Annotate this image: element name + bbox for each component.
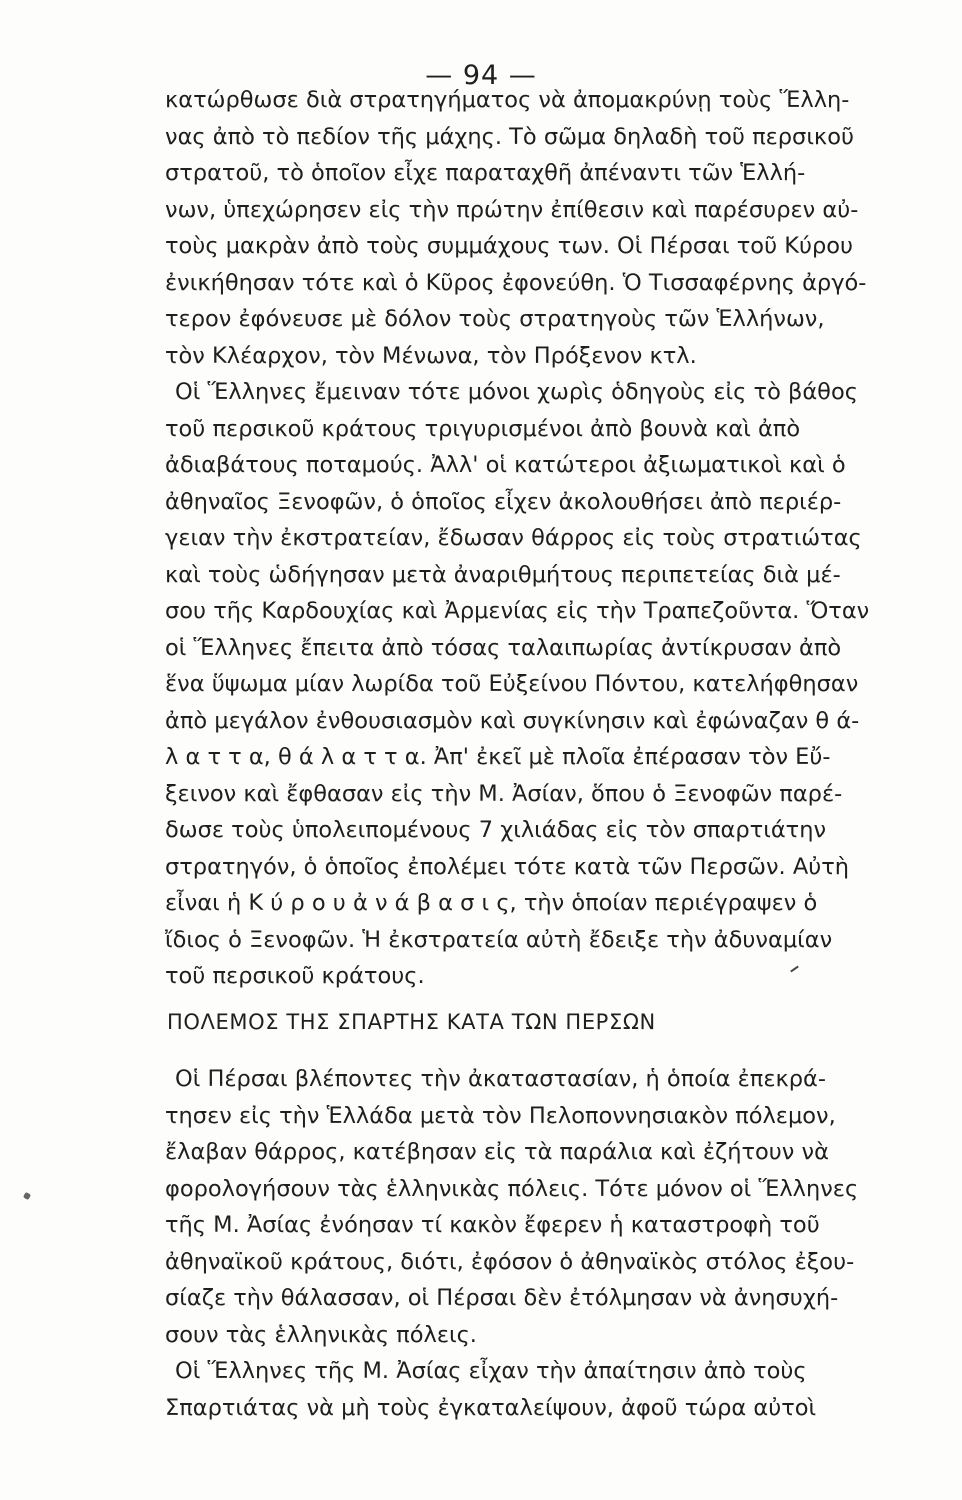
text-line: τησεν εἰς τὴν Ἑλλάδα μετὰ τὸν Πελοποννησιακὸν πόλεμον, [165, 1102, 836, 1129]
text-line: στρατηγόν, ὁ ὁποῖος ἐπολέμει τότε κατὰ τῶν Περσῶν. Αὐτὴ [165, 853, 850, 880]
text-line: ξεινον καὶ ἔφθασαν εἰς τὴν Μ. Ἀσίαν, ὅπου ὁ Ξενοφῶν παρέ- [165, 780, 843, 807]
text-line: τὸν Κλέαρχον, τὸν Μένωνα, τὸν Πρόξενον κτλ. [165, 342, 697, 369]
text-line: εἶναι ἡ Κ ύ ρ ο υ ἀ ν ά β α σ ι ς, τὴν ὁποίαν περιέγραψεν ὁ [165, 890, 818, 916]
text-line: τοῦ περσικοῦ κράτους τριγυρισμένοι ἀπὸ βουνὰ καὶ ἀπὸ [165, 415, 801, 442]
text-line: Οἱ Ἕλληνες τῆς Μ. Ἀσίας εἶχαν τὴν ἀπαίτησιν ἀπὸ τοὺς [175, 1358, 807, 1384]
text-line: φορολογήσουν τὰς ἑλληνικὰς πόλεις. Τότε μόνον οἱ Ἕλληνες [165, 1175, 859, 1202]
text-line: Οἱ Πέρσαι βλέποντες τὴν ἀκαταστασίαν, ἡ ὁποία ἐπεκρά- [175, 1066, 826, 1092]
text-line: Οἱ Ἕλληνες ἔμειναν τότε μόνοι χωρὶς ὁδηγοὺς εἰς τὸ βάθος [175, 379, 858, 405]
text-line: στρατοῦ, τὸ ὁποῖον εἶχε παραταχθῆ ἀπέναντι τῶν Ἑλλή- [165, 160, 806, 186]
text-line: καὶ τοὺς ὡδήγησαν μετὰ ἀναριθμήτους περιπετείας διὰ μέ- [165, 561, 841, 588]
text-line: ἀπὸ μεγάλον ἐνθουσιασμὸν καὶ συγκίνησιν καὶ ἐφώναζαν θ ά- [165, 707, 860, 734]
text-line: ἀθηναϊκοῦ κράτους, διότι, ἐφόσον ὁ ἀθηναϊκὸς στόλος ἐξου- [165, 1248, 855, 1275]
text-line: δωσε τοὺς ὑπολειπομένους 7 χιλιάδας εἰς τὸν σπαρτιάτην [165, 817, 827, 843]
text-line: ἀθηναῖος Ξενοφῶν, ὁ ὁποῖος εἶχεν ἀκολουθήσει ἀπὸ περιέρ- [165, 488, 842, 515]
body-text-bottom [165, 1061, 945, 1426]
text-line: τερον ἐφόνευσε μὲ δόλον τοὺς στρατηγοὺς τῶν Ἑλλήνων, [165, 306, 825, 332]
text-line: οἱ Ἕλληνες ἔπειτα ἀπὸ τόσας ταλαιπωρίας ἀντίκρυσαν ἀπὸ [165, 634, 842, 661]
text-line: νας ἀπὸ τὸ πεδίον τῆς μάχης. Τὸ σῶμα δηλαδὴ τοῦ περσικοῦ [165, 123, 854, 150]
text-line: τοῦ περσικοῦ κράτους. [165, 963, 425, 989]
text-line: τοὺς μακρὰν ἀπὸ τοὺς συμμάχους των. Οἱ Πέρσαι τοῦ Κύρου [165, 233, 854, 259]
text-line: τῆς Μ. Ἀσίας ἐνόησαν τί κακὸν ἔφερεν ἡ καταστροφὴ τοῦ [165, 1212, 820, 1238]
text-line: ἐνικήθησαν τότε καὶ ὁ Κῦρος ἐφονεύθη. Ὁ Τισσαφέρνης ἀργό- [165, 269, 867, 296]
text-line: γειαν τὴν ἐκστρατείαν, ἔδωσαν θάρρος εἰς τοὺς στρατιώτας [165, 525, 862, 551]
text-line: σουν τὰς ἑλληνικὰς πόλεις. [165, 1321, 477, 1348]
binding-hole-mark [23, 1192, 31, 1200]
text-line: ἴδιος ὁ Ξενοφῶν. Ἡ ἐκστρατεία αὐτὴ ἔδειξε τὴν ἀδυναμίαν [165, 926, 833, 953]
text-line: ἕνα ὕψωμα μίαν λωρίδα τοῦ Εὐξείνου Πόντου, κατελήφθησαν [165, 671, 859, 697]
text-line: κατώρθωσε διὰ στρατηγήματος νὰ ἀπομακρύνῃ τοὺς Ἕλλη- [165, 87, 850, 113]
text-line: σίαζε τὴν θάλασσαν, οἱ Πέρσαι δὲν ἐτόλμησαν νὰ ἀνησυχή- [165, 1285, 839, 1311]
text-line: Σπαρτιάτας νὰ μὴ τοὺς ἐγκαταλείψουν, ἀφοῦ τώρα αὐτοὶ [165, 1394, 817, 1421]
text-line: λ α τ τ α, θ ά λ α τ τ α. Ἀπ' ἐκεῖ μὲ πλοῖα ἐπέρασαν τὸν Εὔ- [165, 744, 831, 770]
text-line: σου τῆς Καρδουχίας καὶ Ἀρμενίας εἰς τὴν Τραπεζοῦντα. Ὅταν [165, 598, 870, 624]
body-text-top [165, 82, 945, 995]
text-line: ἔλαβαν θάρρος, κατέβησαν εἰς τὰ παράλια καὶ ἐζήτουν νὰ [165, 1139, 829, 1165]
text-line: νων, ὑπεχώρησεν εἰς τὴν πρώτην ἐπίθεσιν καὶ παρέσυρεν αὐ- [165, 196, 859, 223]
text-line: ἀδιαβάτους ποταμούς. Ἀλλ' οἱ κατώτεροι ἀξιωματικοὶ καὶ ὁ [165, 452, 846, 478]
section-heading: ΠΟΛΕΜΟΣ ΤΗΣ ΣΠΑΡΤΗΣ ΚΑΤΑ ΤΩΝ ΠΕΡΣΩΝ [167, 1010, 656, 1034]
page-number: — 94 — [425, 60, 537, 91]
